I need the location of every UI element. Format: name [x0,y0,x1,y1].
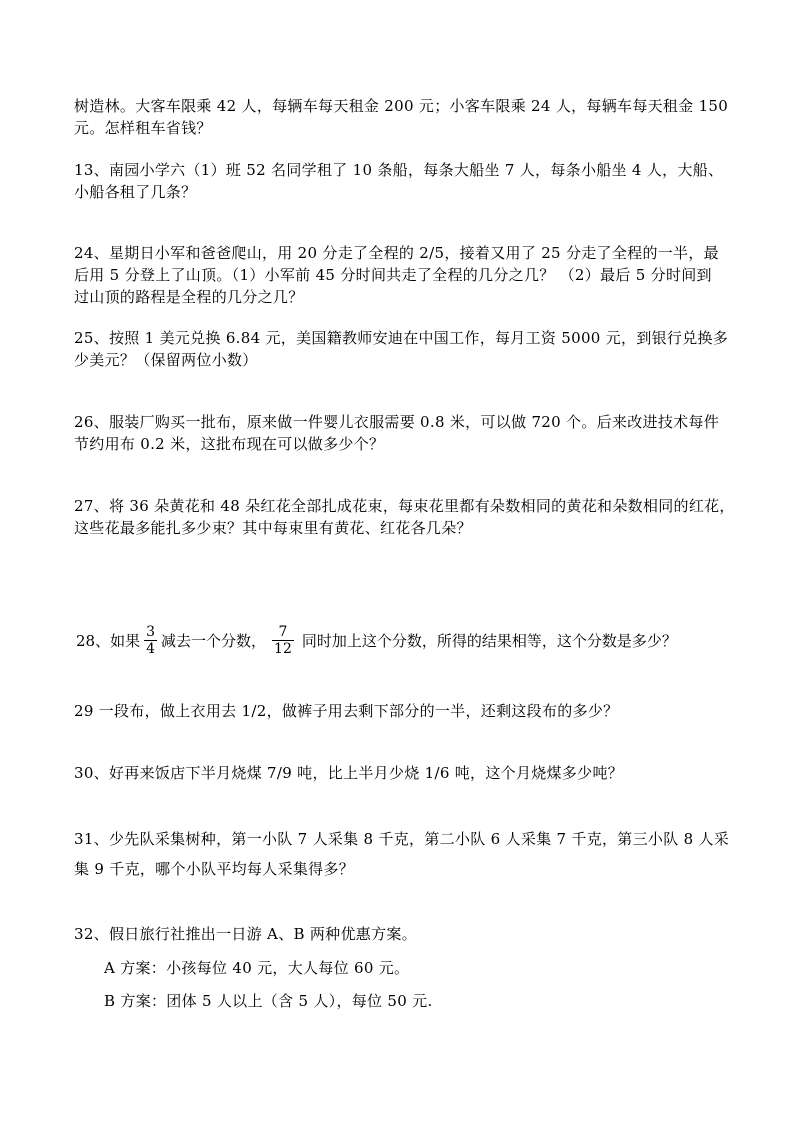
question-28 [76,620,677,660]
fraction-three-quarters [144,624,157,657]
fraction-denominator: 12 [274,640,292,657]
fraction-seven-twelfths [272,624,294,657]
question-31-line-1: 31、少先队采集树种，第一小队 7 人采集 8 千克，第二小队 6 人采集 7 千克，第三小队 8 人采 [74,830,730,848]
question-13-line-2: 小船各租了几条？ [74,183,197,201]
question-29: 29 一段布，做上衣用去 1/2，做裤子用去剩下部分的一半，还剩这段布的多少？ [74,702,619,720]
question-26-line-1: 26、服装厂购买一批布，原来做一件婴儿衣服需要 0.8 米，可以做 720 个。后来改进技术每件 [74,413,720,431]
text-line: 树造林。大客车限乘 42 人，每辆车每天租金 200 元；小客车限乘 24 人，每辆车每天租金 150 [74,97,729,115]
question-27-line-2: 这些花最多能扎多少束？其中每束里有黄花、红花各几朵？ [74,519,472,537]
question-32-plan-b: B 方案：团体 5 人以上（含 5 人），每位 50 元. [104,992,433,1010]
question-25-line-1: 25、按照 1 美元兑换 6.84 元，美国籍教师安迪在中国工作，每月工资 5000 元，到银行兑换多 [74,329,729,347]
question-28-suffix: 同时加上这个分数，所得的结果相等，这个分数是多少？ [301,631,677,650]
question-13-line-1: 13、南园小学六（1）班 52 名同学租了 10 条船，每条大船坐 7 人，每条小船坐 4 人，大船、 [74,161,724,179]
fraction-denominator: 4 [146,640,156,657]
question-28-prefix: 28、如果 [76,631,141,650]
question-32-plan-a: A 方案：小孩每位 40 元，大人每位 60 元。 [104,959,410,977]
question-24-line-2: 后用 5 分登上了山顶。（1）小军前 45 分时间共走了全程的几分之几？ （2）最后 5 分时间到 [74,266,712,284]
question-24-line-3: 过山顶的路程是全程的几分之几？ [74,288,304,306]
question-27-line-1: 27、将 36 朵黄花和 48 朵红花全部扎成花束，每束花里都有朵数相同的黄花和朵数相同的红花， [74,497,735,515]
question-32: 32、假日旅行社推出一日游 A、B 两种优惠方案。 [74,925,417,943]
question-28-middle: 减去一个分数， [161,631,267,650]
question-31-line-2: 集 9 千克，哪个小队平均每人采集得多？ [74,860,355,878]
fraction-numerator: 3 [146,623,156,640]
question-26-line-2: 节约用布 0.2 米，这批布现在可以做多少个？ [74,435,385,453]
text-line: 元。怎样租车省钱？ [74,119,212,137]
question-25-line-2: 少美元？（保留两位小数） [74,351,258,369]
question-24-line-1: 24、星期日小军和爸爸爬山，用 20 分走了全程的 2/5，接着又用了 25 分走了全程的一半，最 [74,244,719,262]
question-30: 30、好再来饭店下半月烧煤 7/9 吨，比上半月少烧 1/6 吨，这个月烧煤多少吨？ [74,764,624,782]
fraction-numerator: 7 [278,623,288,640]
